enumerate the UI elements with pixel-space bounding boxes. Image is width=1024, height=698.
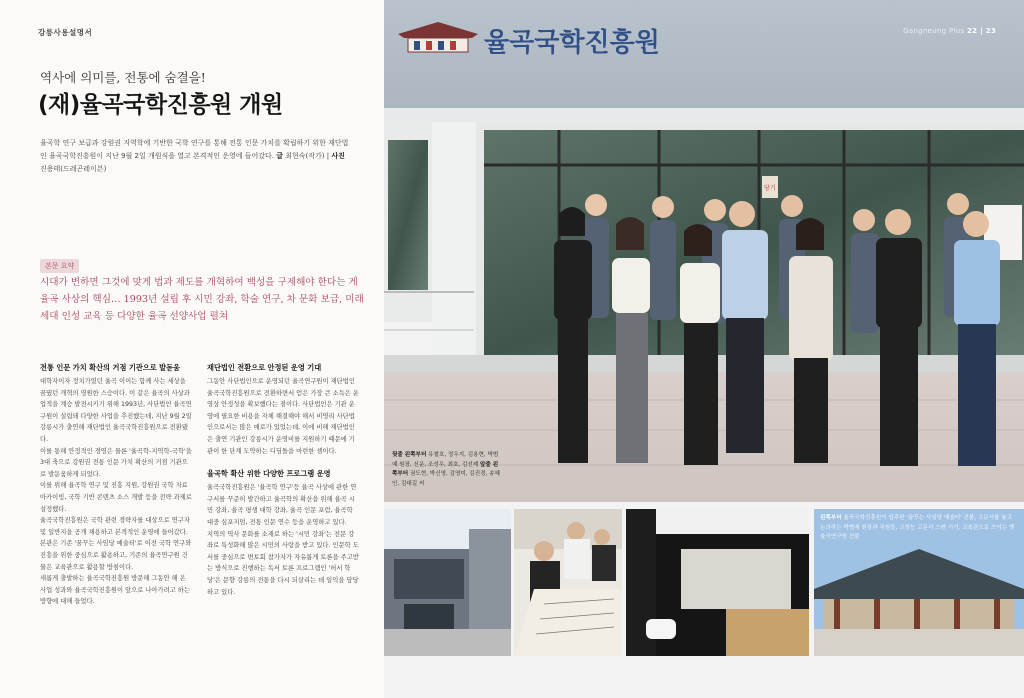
body-column-2 bbox=[207, 362, 359, 598]
caption-small-text: 율곡국학진흥원이 입주한 '꿈꾸는 사임당 예술터' 건물, 고문서를 놓고 논의하는 박범예 원장과 직원들, 고성능 고문서 스캔 기기, 교육관으로 쓰이는 옛 율곡연구원 건물 bbox=[820, 515, 1015, 540]
writer-credit: 최현숙(작가) bbox=[285, 152, 325, 160]
col2-heading: 재단법인 전환으로 안정된 운영 기대 bbox=[207, 363, 322, 372]
col1-paragraph: 율곡국학진흥원은 국학 관련 경략자를 대상으로 연구자 및 일반지을 공개 채용하고 본격적인 운영에 들어갔다. 본관은 기존 '꿈꾸는 사임당 예술터'로 이전 국학 연구와 진흥을 위한 중심으로 활용하고, 기존의 율곡연구원 건물은 교육관으로 활용할 방침이다. bbox=[40, 517, 192, 571]
photo-credit: 진용태(드레곤레이븐) bbox=[40, 165, 107, 173]
page-numbers: 22 | 23 bbox=[966, 27, 996, 35]
col2-paragraph: 그동안 사단법인으로 운영되던 율곡연구원이 재단법인 율곡국학진흥원으로 전환하면서 얻은 가장 큰 소득은 운영상 안정성을 확보했다는 점이다. 사단법인은 기관 운영에 필요한 비용을 자체 해결해야 해서 비영리 사단법인으로서는 많은 애로가 있었는데, 이에 비해 재단법인은 출연 기관인 강릉시가 운영비를 지원하기 때문에 기관이 한 단계 도약하는 디딤돌을 마련한 셈이다. bbox=[207, 378, 359, 455]
article-title: (재)율곡국학진흥원 개원 bbox=[38, 92, 283, 118]
col1-paragraph: 이를 통해 안정적인 경영은 물론 '율곡학-지역학-국학'을 3대 축으로 강원권 전통 인문 가치 확산의 거점 기관으로 발돋움하게 되었다. bbox=[40, 447, 192, 478]
col2-paragraph: 율곡국학진흥원은 '율곡학 연구'등 율곡 사상에 관한 연구서를 꾸준히 발간하고 율곡학의 확산을 위해 율곡 시민 강좌, 율곡 평생 대학 강좌, 율곡 인문 포럼, 율곡학 대중 심포지엄, 전통 인문 연수 등을 운영하고 있다. bbox=[207, 484, 357, 526]
photo-building bbox=[384, 509, 511, 656]
article-subtitle: 역사에 의미를, 전통에 숨결을! bbox=[40, 70, 206, 85]
col2-heading-2: 율곡학 확산 위한 다양한 프로그램 운영 bbox=[207, 469, 331, 479]
article-intro: 율곡학 연구 보급과 강원권 지역학에 기반한 국학 연구를 통해 전통 인문 가치를 확립하기 위한 재단법인 율곡국학진흥원이 지난 9월 2일 개원식을 열고 본격적인 운영에 들어갔다. 글 최현숙(작가) | 사진 진용태(드레곤레이븐) bbox=[40, 139, 349, 173]
photo-scanner bbox=[626, 509, 809, 656]
left-page bbox=[0, 0, 384, 698]
page-label: Gangneung Plus bbox=[903, 27, 965, 35]
door-sign: 당기 bbox=[764, 185, 776, 192]
page-number bbox=[903, 27, 996, 35]
bottom-photo-caption bbox=[820, 514, 1016, 543]
col1-heading: 전통 인문 가치 확산의 거점 기관으로 발돋움 bbox=[40, 363, 180, 372]
caption-mark-left: 왼쪽부터 bbox=[820, 515, 842, 521]
col1-paragraph: 새롭게 출발하는 율곡국학진흥원 방문해 그동안 해 온 사업 성과와 율곡국학진흥원이 앞으로 나아가려고 하는 방향에 대해 들었다. bbox=[40, 575, 190, 606]
group-photo bbox=[384, 0, 1024, 502]
group-photo-illustration bbox=[384, 0, 1024, 502]
article-summary: 시대가 변하면 그것에 맞게 법과 제도를 개혁하여 백성을 구제해야 한다는 게 율곡 사상의 핵심… 1993년 설립 후 시민 강좌, 학술 연구, 차 문화 보급, 미래 세대 인성 교육 등 다양한 율곡 선양사업 펼쳐 bbox=[40, 277, 364, 322]
caption-mark-back: 뒷줄 왼쪽부터 bbox=[392, 452, 427, 458]
caption-front-row: 권도현, 박신영, 김영미, 김진경, 송혜인, 김대길 씨 bbox=[392, 471, 500, 487]
photo-discussion bbox=[514, 509, 622, 656]
section-label: 강릉사용설명서 bbox=[38, 28, 93, 37]
col2-paragraph: 지역의 역사 문화를 소재로 하는 '시민 강좌'는 전문 강좌로 특성화해 많은 시민의 사랑을 받고 있다. 인문학 도서를 중심으로 변토회 참가자가 자유롭게 토론을 주고받는 방식으로 진행하는 독서 토론 프로그램인 '허서 학당'은 문향 강릉의 전통을 다시 되살리는 데 일익을 담당하고 있다. bbox=[207, 530, 359, 596]
intro-text: 율곡학 연구 보급과 강원권 지역학에 기반한 국학 연구를 통해 전통 인문 가치를 확립하기 위한 재단법인 율곡국학진흥원이 지난 9월 2일 개원식을 열고 본격적인 운영에 들어갔다. bbox=[40, 139, 349, 160]
col1-paragraph: 이를 위해 율곡학 연구 및 진흥 지원, 강원권 국학 자료 아카이빙, 국학 기반 콘텐츠 소스 개발 등을 전략 과제로 설정했다. bbox=[40, 482, 192, 513]
caption-back-row: 유철호, 정우지, 김용현, 박범예 원장, 신운, 조성우, 최호, 김선제 bbox=[392, 452, 499, 468]
summary-badge: 본문 요약 bbox=[40, 259, 79, 273]
sign-text: 율곡국학진흥원 bbox=[484, 28, 660, 58]
group-photo-caption bbox=[392, 451, 502, 489]
body-column-1 bbox=[40, 362, 192, 608]
writer-mark: 글 bbox=[276, 152, 284, 160]
caption-mark-front: 앞줄 왼쪽부터 bbox=[392, 461, 499, 477]
photo-mark: 사진 bbox=[331, 152, 345, 160]
col1-paragraph: 대학자이자 정치가였던 율곡 이이는 함께 사는 세상을 꿈꿨던 개혁의 영원한 스승이다. 이 같은 율곡의 사상과 업적을 계승 발전시키기 위해 1993년, 사단법인 율곡연구원이 설립돼 다양한 사업을 추진했는데, 지난 9월 2일 강릉시가 출연해 재단법인 율곡국학진흥원으로 전환됐다. bbox=[40, 378, 192, 443]
